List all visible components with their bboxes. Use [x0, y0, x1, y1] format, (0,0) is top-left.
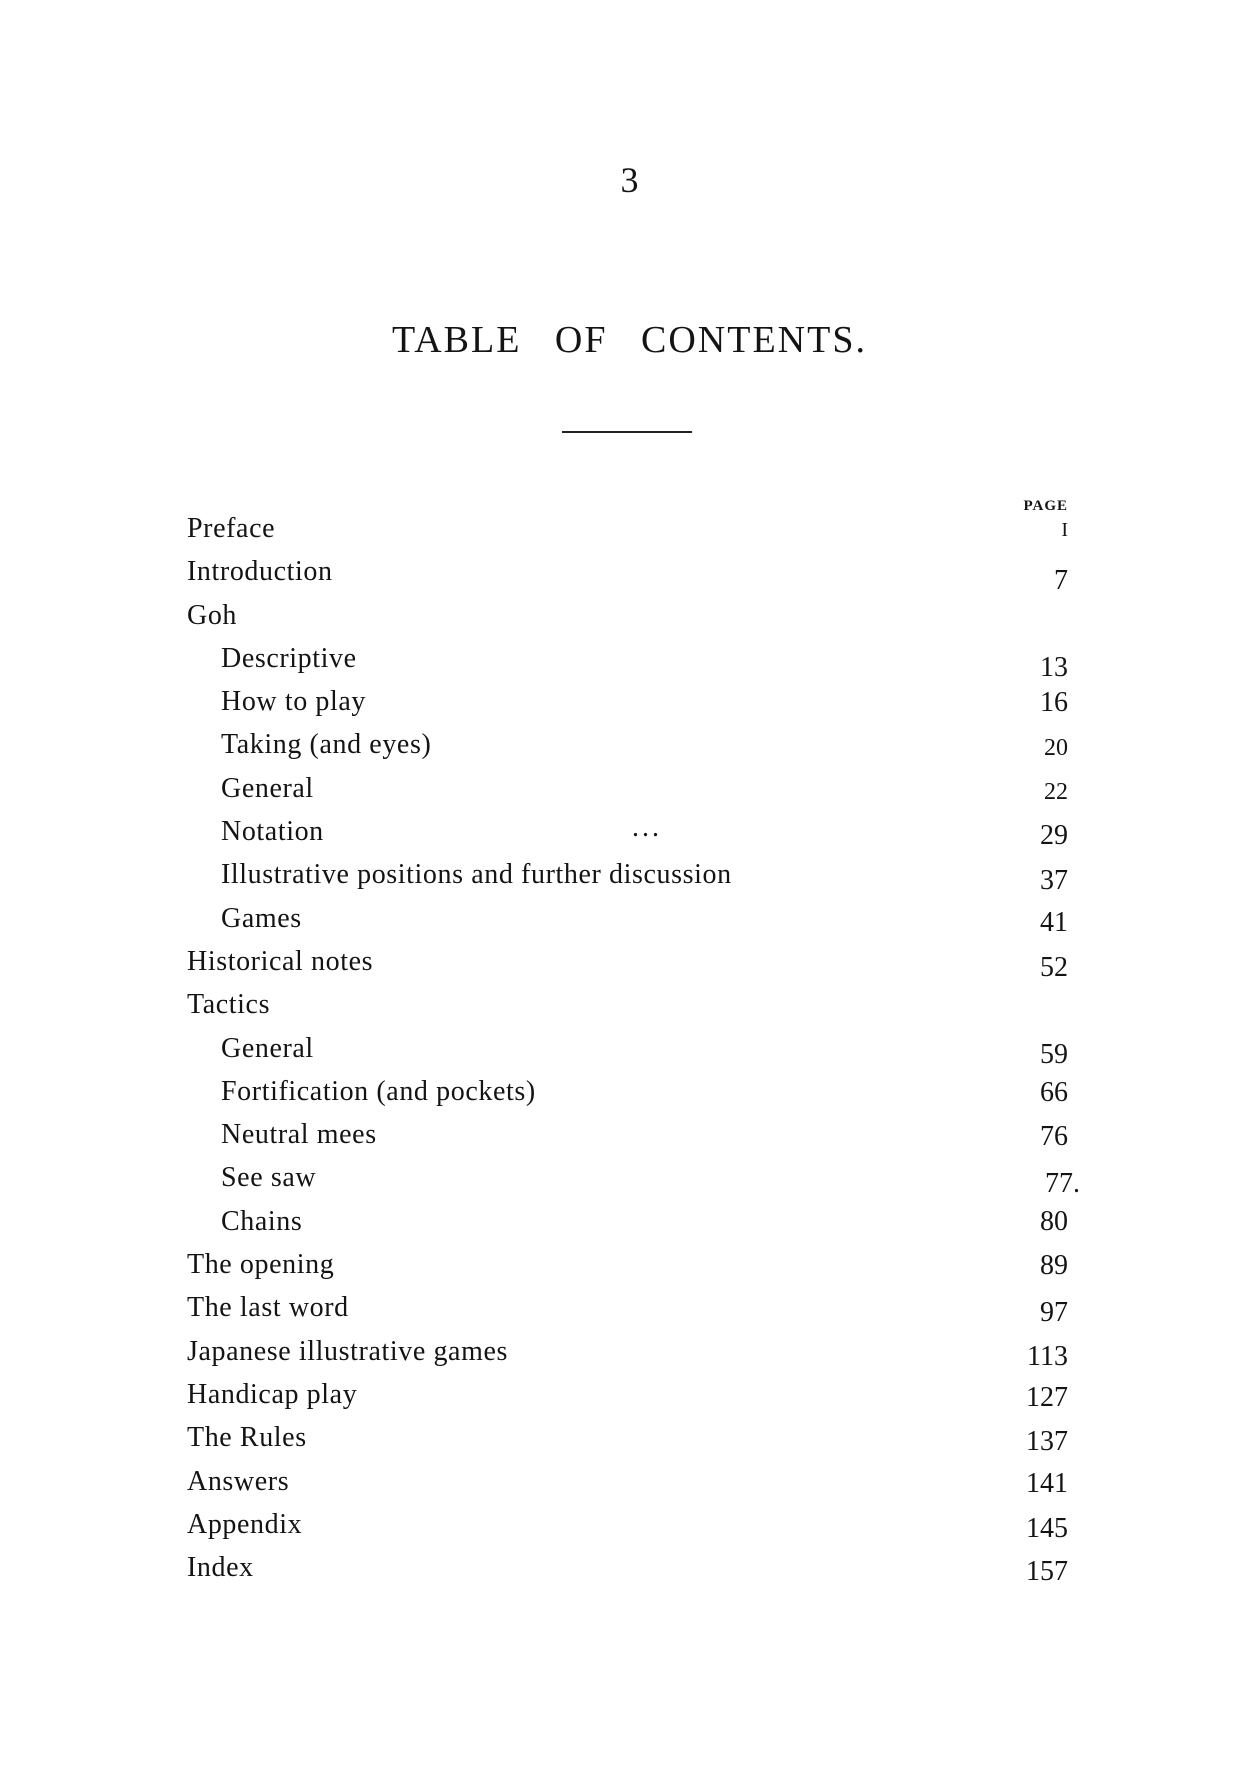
- toc-entry-title: General: [221, 772, 314, 804]
- toc-entry-page: 127: [1026, 1381, 1068, 1413]
- toc-entry-title: Japanese illustrative games: [187, 1335, 508, 1367]
- toc-entry-title: The opening: [187, 1249, 335, 1281]
- toc-row: [187, 1460, 1068, 1503]
- toc-entry-page: 137: [1026, 1426, 1068, 1458]
- toc-entry-title: General: [221, 1032, 314, 1064]
- toc-entry-title: Introduction: [187, 556, 333, 588]
- toc-row: [187, 767, 1068, 810]
- toc-entry-page: 77.: [1045, 1168, 1080, 1200]
- page-title: TABLE OF CONTENTS.: [392, 319, 867, 361]
- toc-entry-title: Descriptive: [221, 642, 357, 674]
- toc-entry-title: Tactics: [187, 989, 271, 1021]
- toc-entry-page: 76: [1040, 1121, 1068, 1153]
- toc-row: [187, 507, 1068, 550]
- toc-entry-page: 13: [1040, 651, 1068, 683]
- toc-entry-title: Answers: [187, 1465, 290, 1497]
- toc-row: [187, 1156, 1080, 1200]
- toc-row: [187, 1330, 1068, 1373]
- toc-entry-title: Notation: [221, 816, 324, 848]
- toc-entry-title: The last word: [187, 1292, 349, 1324]
- toc-entry-page: 29: [1040, 820, 1068, 852]
- title-rule: [562, 431, 692, 433]
- toc-entry-page: 7: [1054, 565, 1068, 597]
- table-of-contents: [187, 507, 1080, 1589]
- toc-entry-title: Fortification (and pockets): [221, 1075, 536, 1107]
- toc-entry-title: Games: [221, 902, 302, 934]
- toc-entry-page: 22: [1044, 778, 1068, 805]
- toc-entry-page: 141: [1026, 1467, 1068, 1499]
- toc-row: [187, 1027, 1068, 1070]
- toc-entry-page: 80: [1040, 1205, 1068, 1237]
- toc-entry-page: 20: [1044, 735, 1068, 762]
- toc-entry-title: Chains: [221, 1205, 303, 1237]
- toc-entry-title: Taking (and eyes): [221, 729, 432, 761]
- toc-entry-title: Preface: [187, 513, 276, 544]
- toc-leader-dots: ...: [632, 812, 662, 844]
- toc-entry-page: 37: [1040, 865, 1068, 897]
- toc-row: [187, 1113, 1068, 1156]
- toc-row: [187, 983, 1068, 1026]
- toc-entry-page: 66: [1040, 1076, 1068, 1108]
- toc-entry-title: See saw: [221, 1162, 317, 1194]
- toc-entry-title: Historical notes: [187, 945, 374, 977]
- toc-entry-title: Goh: [187, 599, 238, 631]
- toc-entry-title: Handicap play: [187, 1378, 358, 1410]
- toc-row: [187, 1070, 1068, 1113]
- toc-entry-title: Appendix: [187, 1508, 303, 1540]
- toc-entry-page: 41: [1040, 906, 1068, 938]
- toc-entry-page: 113: [1027, 1340, 1068, 1372]
- toc-row: [187, 1243, 1068, 1286]
- toc-entry-page: 97: [1040, 1297, 1068, 1329]
- toc-entry-title: Neutral mees: [221, 1119, 377, 1151]
- toc-entry-page: 59: [1040, 1038, 1068, 1070]
- toc-row: [187, 550, 1068, 597]
- toc-row: [187, 680, 1068, 723]
- toc-entry-title: Index: [187, 1552, 254, 1584]
- toc-row: [187, 637, 1068, 683]
- toc-row: [187, 1416, 1068, 1459]
- toc-entry-title: How to play: [221, 686, 367, 718]
- toc-row: [187, 1200, 1068, 1243]
- toc-row: [187, 723, 1068, 766]
- toc-row: [187, 810, 1068, 853]
- toc-row: [187, 1503, 1068, 1546]
- toc-row: [187, 1546, 1068, 1589]
- toc-entry-page: I: [1061, 519, 1068, 541]
- toc-entry-page: 52: [1040, 951, 1068, 983]
- toc-row: [187, 853, 1068, 896]
- toc-entry-title: The Rules: [187, 1422, 307, 1454]
- toc-entry-title: Illustrative positions and further discussion: [221, 859, 732, 891]
- page-number: 3: [620, 160, 639, 200]
- toc-row: [187, 1286, 1068, 1329]
- toc-entry-page: 89: [1040, 1250, 1068, 1282]
- toc-row: [187, 1373, 1068, 1416]
- page-column-label: PAGE: [1023, 498, 1068, 514]
- toc-entry-page: 157: [1026, 1556, 1068, 1588]
- toc-entry-page: 145: [1026, 1512, 1068, 1544]
- toc-entry-page: 16: [1040, 687, 1068, 719]
- toc-row: [187, 940, 1068, 983]
- toc-row: [187, 594, 1068, 637]
- toc-row: [187, 897, 1068, 940]
